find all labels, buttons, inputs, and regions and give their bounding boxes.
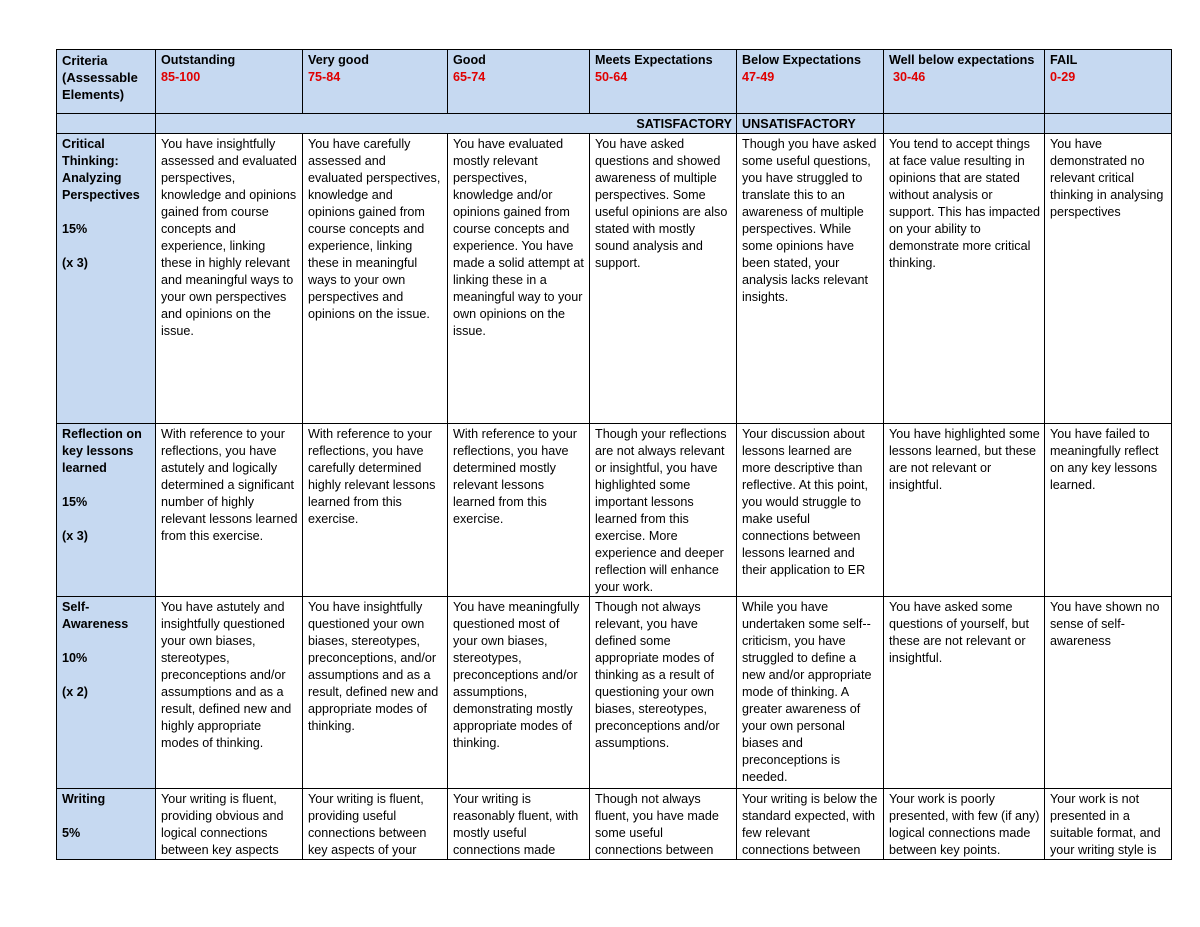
criterion-multiplier: (x 3): [62, 256, 88, 270]
band-row: [57, 114, 1172, 134]
rubric-cell: While you have undertaken some self--criticism, you have struggled to define a new and/or appropriate mode of thinking. A greater awareness of your own personal biases and preconceptions is needed.: [737, 597, 884, 789]
rubric-cell: You have asked some questions of yourself, but these are not relevant or insightful.: [884, 597, 1045, 789]
criterion-weight: 15%: [62, 222, 88, 236]
rubric-row-self-awareness: [57, 597, 1172, 789]
criterion-multiplier: (x 2): [62, 685, 88, 699]
satisfactory-band: SATISFACTORY: [156, 114, 737, 134]
rubric-cell: Your writing is reasonably fluent, with mostly useful connections made: [448, 789, 590, 860]
rubric-cell: With reference to your reflections, you have astutely and logically determined a significant number of highly relevant lessons learned from this exercise.: [156, 424, 303, 597]
rubric-cell: Your work is not presented in a suitable format, and your writing style is: [1045, 789, 1172, 860]
level-header-very-good: Very good 75-84: [303, 50, 448, 114]
rubric-row-critical-thinking: [57, 134, 1172, 424]
level-header-outstanding: Outstanding 85-100: [156, 50, 303, 114]
rubric-cell: You have insightfully assessed and evaluated perspectives, knowledge and opinions gained from course concepts and experience, linking these in highly relevant and meaningful ways to your own perspectives and opinions on the issue.: [156, 134, 303, 424]
criterion-title: Self-Awareness: [62, 600, 129, 631]
criterion-cell: [57, 789, 156, 860]
level-header-fail: FAIL 0-29: [1045, 50, 1172, 114]
unsatisfactory-band: UNSATISFACTORY: [737, 114, 884, 134]
rubric-cell: You have demonstrated no relevant critical thinking in analysing perspectives: [1045, 134, 1172, 424]
band-spacer: [57, 114, 156, 134]
level-header-below-expectations: Below Expectations 47-49: [737, 50, 884, 114]
rubric-cell: You have astutely and insightfully questioned your own biases, stereotypes, preconceptions and/or assumptions and as a result, defined new and highly appropriate modes of thinking.: [156, 597, 303, 789]
rubric-row-reflection: [57, 424, 1172, 597]
rubric-cell: You have carefully assessed and evaluated perspectives, knowledge and opinions gained from course concepts and experience, linking these in meaningful ways to your own perspectives and opinions on the issue.: [303, 134, 448, 424]
rubric-cell: Your writing is fluent, providing useful connections between key aspects of your: [303, 789, 448, 860]
rubric-cell: You have meaningfully questioned most of your own biases, stereotypes, preconceptions and/or assumptions, demonstrating mostly appropriate modes of thinking.: [448, 597, 590, 789]
criterion-title: Writing: [62, 792, 106, 806]
criteria-header: Criteria (Assessable Elements): [57, 50, 156, 114]
rubric-cell: With reference to your reflections, you have determined mostly relevant lessons learned from this exercise.: [448, 424, 590, 597]
rubric-cell: You have failed to meaningfully reflect on any key lessons learned.: [1045, 424, 1172, 597]
rubric-cell: You have highlighted some lessons learned, but these are not relevant or insightful.: [884, 424, 1045, 597]
level-header-well-below: Well below expectations 30-46: [884, 50, 1045, 114]
rubric-cell: With reference to your reflections, you have carefully determined highly relevant lessons learned from this exercise.: [303, 424, 448, 597]
rubric-cell: You have insightfully questioned your own biases, stereotypes, preconceptions, and/or assumptions and as a result, defined new and appropriate modes of thinking.: [303, 597, 448, 789]
criterion-cell: [57, 134, 156, 424]
criterion-cell: [57, 597, 156, 789]
rubric-table: [56, 49, 1172, 860]
criterion-title: Reflection on key lessons learned: [62, 427, 142, 475]
band-empty-1: [884, 114, 1045, 134]
rubric-cell: Though you have asked some useful questions, you have struggled to translate this to an awareness of multiple perspectives. While some opinions have been stated, your analysis lacks relevant insights.: [737, 134, 884, 424]
criterion-multiplier: (x 3): [62, 529, 88, 543]
rubric-row-writing: [57, 789, 1172, 860]
rubric-cell: You tend to accept things at face value resulting in opinions that are stated without analysis or support. This has impacted on your ability to demonstrate more critical thinking.: [884, 134, 1045, 424]
rubric-cell: Your writing is fluent, providing obvious and logical connections between key aspects: [156, 789, 303, 860]
level-header-meets-expectations: Meets Expectations 50-64: [590, 50, 737, 114]
rubric-cell: You have evaluated mostly relevant perspectives, knowledge and/or opinions gained from course concepts and experience. You have made a solid attempt at linking these in a meaningful way to your own opinions on the issue.: [448, 134, 590, 424]
criterion-weight: 5%: [62, 826, 81, 840]
rubric-cell: Though not always relevant, you have defined some appropriate modes of thinking as a result of questioning your own biases, stereotypes, preconceptions and/or assumptions.: [590, 597, 737, 789]
rubric-cell: You have shown no sense of self-awareness: [1045, 597, 1172, 789]
header-row: [57, 50, 1172, 114]
criterion-title: Critical Thinking: Analyzing Perspectives: [62, 137, 140, 202]
criterion-weight: 15%: [62, 495, 88, 509]
rubric-cell: Your discussion about lessons learned are more descriptive than reflective. At this point, you would struggle to make useful connections between lessons learned and their application to ER: [737, 424, 884, 597]
rubric-cell: You have asked questions and showed awareness of multiple perspectives. Some useful opinions are also stated with mostly sound analysis and support.: [590, 134, 737, 424]
rubric-cell: Though not always fluent, you have made some useful connections between: [590, 789, 737, 860]
band-empty-2: [1045, 114, 1172, 134]
rubric-cell: Your writing is below the standard expected, with few relevant connections between: [737, 789, 884, 860]
rubric-cell: Though your reflections are not always relevant or insightful, you have highlighted some important lessons learned from this exercise. More experience and deeper reflection will enhance your work.: [590, 424, 737, 597]
criterion-cell: [57, 424, 156, 597]
criterion-weight: 10%: [62, 651, 88, 665]
rubric-cell: Your work is poorly presented, with few (if any) logical connections made between key points.: [884, 789, 1045, 860]
level-header-good: Good 65-74: [448, 50, 590, 114]
